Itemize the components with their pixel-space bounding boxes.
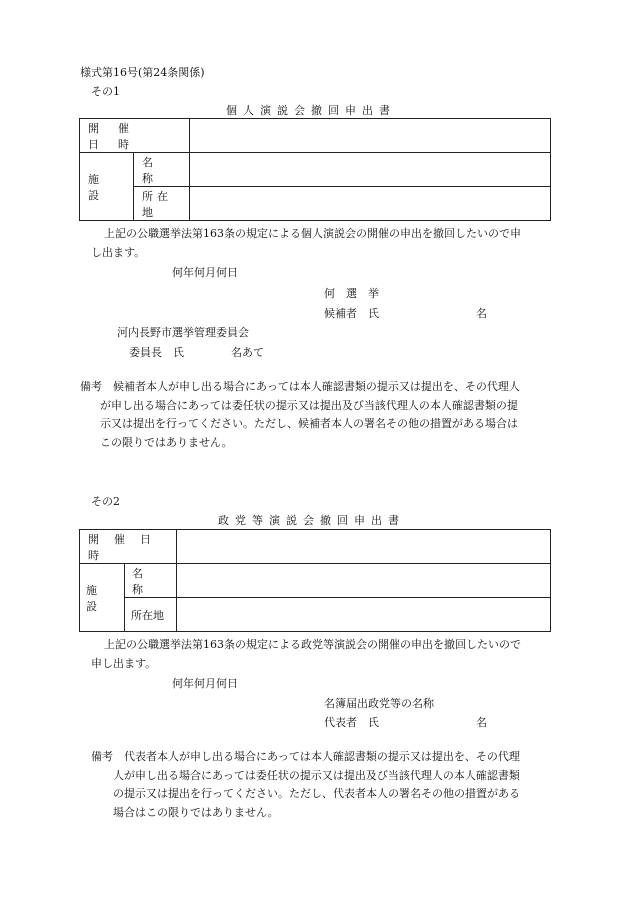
section2-facility-label-cell <box>80 564 125 632</box>
section1-note-label: 備考 <box>80 380 102 393</box>
section1-facility-label: 施設 <box>88 172 115 202</box>
section2-address-label-cell <box>125 598 177 632</box>
section1-recipient-chair: 委員長 氏 <box>129 346 184 359</box>
section1-body-line2: し出ます。 <box>91 246 146 259</box>
section2-party-name-label: 名簿届出政党等の名称 <box>324 697 434 710</box>
section2-datetime-field[interactable] <box>177 530 551 564</box>
section2-address-field[interactable] <box>177 598 551 632</box>
section2-note-line4: 場合はこの限りではありません。 <box>113 805 279 819</box>
section1-datetime-label: 開催日時 <box>88 121 148 151</box>
section2-date: 何年何月何日 <box>172 677 238 690</box>
section1-address-label-cell <box>134 187 190 221</box>
section2-name-label-cell <box>125 564 177 598</box>
section2-title: 政党等演説会撤回申出書 <box>218 514 405 527</box>
section1-facility-label-cell <box>80 153 134 221</box>
section2-name-field[interactable] <box>177 564 551 598</box>
section1-table <box>79 118 551 221</box>
section1-label: その1 <box>91 85 120 98</box>
section2-address-label: 所在地 <box>131 608 164 622</box>
section1-recipient-committee: 河内長野市選挙管理委員会 <box>117 326 249 339</box>
section1-note-line3: 示又は提出を行ってください。ただし、候補者本人の署名その他の措置がある場合は <box>100 417 518 430</box>
section1-candidate-name-suffix: 名 <box>476 307 487 320</box>
section1-candidate-label: 候補者 氏 <box>324 307 379 320</box>
section1-note <box>80 378 560 452</box>
section2-note-line1: 代表者本人が申し出る場合にあっては本人確認書類の提示又は提出を、その代理 <box>124 750 520 763</box>
section1-name-label: 名称 <box>142 155 173 185</box>
section1-address-field[interactable] <box>190 187 551 221</box>
section1-name-field[interactable] <box>190 153 551 187</box>
section1-note-line4: この限りではありません。 <box>100 435 233 449</box>
section1-datetime-label-cell <box>80 119 190 153</box>
section2-datetime-label-cell <box>80 530 177 564</box>
form-number: 様式第16号(第24条関係) <box>80 66 205 79</box>
section1-date: 何年何月何日 <box>172 266 238 279</box>
section2-representative-name-suffix: 名 <box>476 716 487 729</box>
section1-note-line1: 候補者本人が申し出る場合にあっては本人確認書類の提示又は提出を、その代理人 <box>113 380 520 393</box>
section2-facility-label: 施設 <box>86 583 111 613</box>
section1-election-name: 何 選 挙 <box>324 287 379 300</box>
section2-body-line2: 申し出ます。 <box>91 657 157 670</box>
section2-table <box>79 529 551 632</box>
section2-representative-label: 代表者 氏 <box>324 716 379 729</box>
section2-body-line1: 上記の公職選挙法第163条の規定による政党等演説会の開催の申出を撤回したいので <box>104 638 521 651</box>
section2-note-line3: の提示又は提出を行ってください。ただし、代表者本人の署名その他の措置がある <box>113 787 520 800</box>
section2-note-label: 備考 <box>91 750 113 763</box>
section1-name-label-cell <box>134 153 190 187</box>
section1-datetime-field[interactable] <box>190 119 551 153</box>
section2-label: その2 <box>91 495 120 508</box>
section1-recipient-suffix: 名あて <box>231 346 264 359</box>
section1-body-line1: 上記の公職選挙法第163条の規定による個人演説会の開催の申出を撤回したいので申 <box>104 227 521 240</box>
section1-title: 個人演説会撤回申出書 <box>226 104 396 117</box>
section2-note <box>91 748 561 822</box>
section1-address-label: 所在地 <box>142 189 172 219</box>
section1-note-line2: が申し出る場合にあっては委任状の提示又は提出及び当該代理人の本人確認書類の提 <box>100 398 518 412</box>
section2-name-label: 名称 <box>132 566 159 596</box>
section2-note-line2: 人が申し出る場合にあっては委任状の提示又は提出及び当該代理人の本人確認書類 <box>113 768 520 782</box>
section2-datetime-label: 開催日時 <box>88 532 166 562</box>
